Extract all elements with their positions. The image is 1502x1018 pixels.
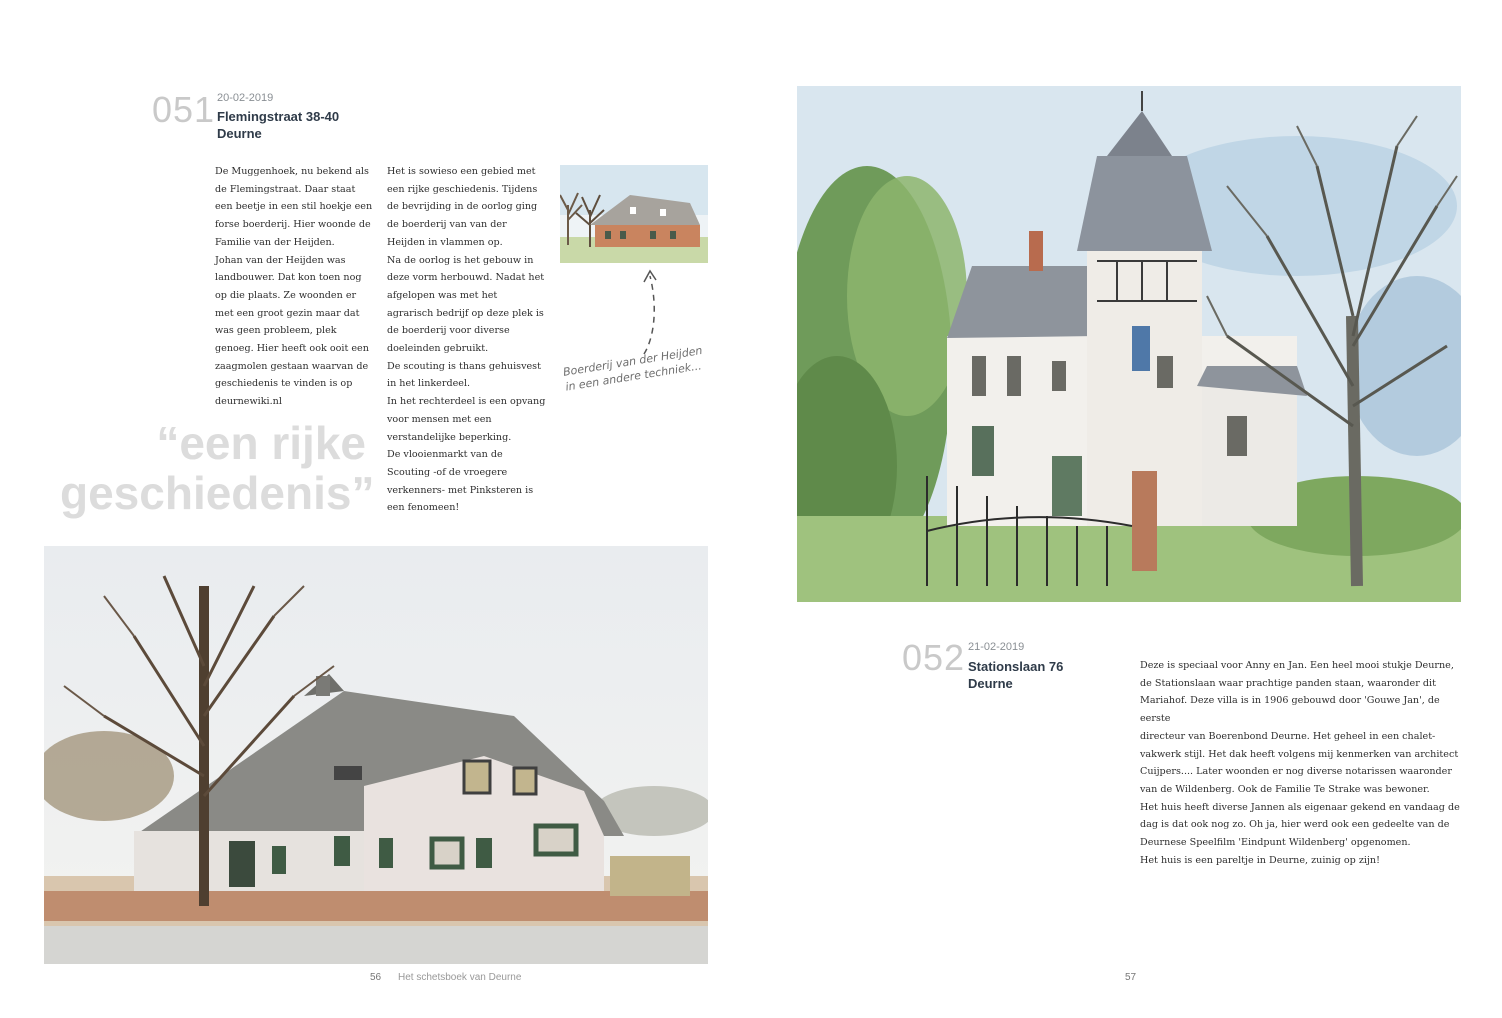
- page-number-right: 57: [1125, 972, 1137, 983]
- entry-number-051: 051: [152, 89, 216, 130]
- villa-watercolor: [797, 86, 1461, 602]
- entry-title-town-right: Deurne: [968, 676, 1013, 691]
- entry-date-right: 21-02-2019: [968, 641, 1025, 653]
- thumbnail-sketch: [560, 165, 708, 263]
- entry-title-street-right: Stationslaan 76: [968, 659, 1064, 674]
- farmhouse-watercolor: [44, 546, 708, 964]
- entry-title-town: Deurne: [217, 126, 262, 141]
- body-column-2: Het is sowieso een gebied met een rijke geschiedenis. Tijdens de bevrijding in de oorlog ging de boerderij van van der Heijden in vlammen op. Na de oorlog is het gebouw in deze vorm herbouwd. Nadat het afgelopen was met het agrarisch bedrijf op deze plek is de boerderij voor diverse doeleinden gebruikt. De scouting is thans gehuisvest in het linkerdeel. In het rechterdeel is een opvang voor mensen met een verstandelijke beperking. De vlooienmarkt van de Scouting -of de vroegere verkenners- met Pinksteren is een fenomeen!: [387, 166, 546, 514]
- entry-title-right: [968, 658, 1063, 692]
- page-number-left: 56: [370, 972, 382, 983]
- entry-date: 20-02-2019: [217, 92, 274, 104]
- book-title: Het schetsboek van Deurne: [398, 972, 522, 983]
- entry-title: [217, 108, 339, 142]
- dashed-arrow-icon: [640, 268, 670, 358]
- body-text-right: Deze is speciaal voor Anny en Jan. Een heel mooi stukje Deurne, de Stationslaan waar prachtige panden staan, waaronder dit Mariahof. Deze villa is in 1906 gebouwd door 'Gouwe Jan', de eerste directeur van Boerenbond Deurne. Het geheel in een chalet- vakwerk stijl. Het dak heeft volgens mij kenmerken van architect Cuijpers.... Later woonden er nog diverse notarissen waaronder van de Wildenberg. Ook de Familie Te Strake was bewoner. Het huis heeft diverse Jannen als eigenaar gekend en vandaag de dag is dat ook nog zo. Oh ja, hier werd ook een gedeelte van de Deurnese Speelfilm 'Eindpunt Wildenberg' opgenomen. Het huis is een pareltje in Deurne, zuinig op zijn!: [1140, 660, 1460, 866]
- pull-quote: “een rijke geschiedenis”: [60, 417, 375, 519]
- thumbnail-caption: Boerderij van der Heijden in een andere techniek...: [562, 343, 704, 394]
- entry-title-street: Flemingstraat 38-40: [217, 109, 340, 124]
- entry-number-052: 052: [902, 637, 966, 678]
- body-column-1: De Muggenhoek, nu bekend als de Flemingstraat. Daar staat een beetje in een stil hoekje een forse boerderij. Hier woonde de Familie van der Heijden. Johan van der Heijden was landbouwer. Dat kon toen nog op die plaats. Ze woonden er met een groot gezin maar dat was geen probleem, plek genoeg. Hier heeft ook ooit een zaagmolen gestaan waarvan de geschiedenis te vinden is op deurnewiki.nl: [215, 166, 373, 408]
